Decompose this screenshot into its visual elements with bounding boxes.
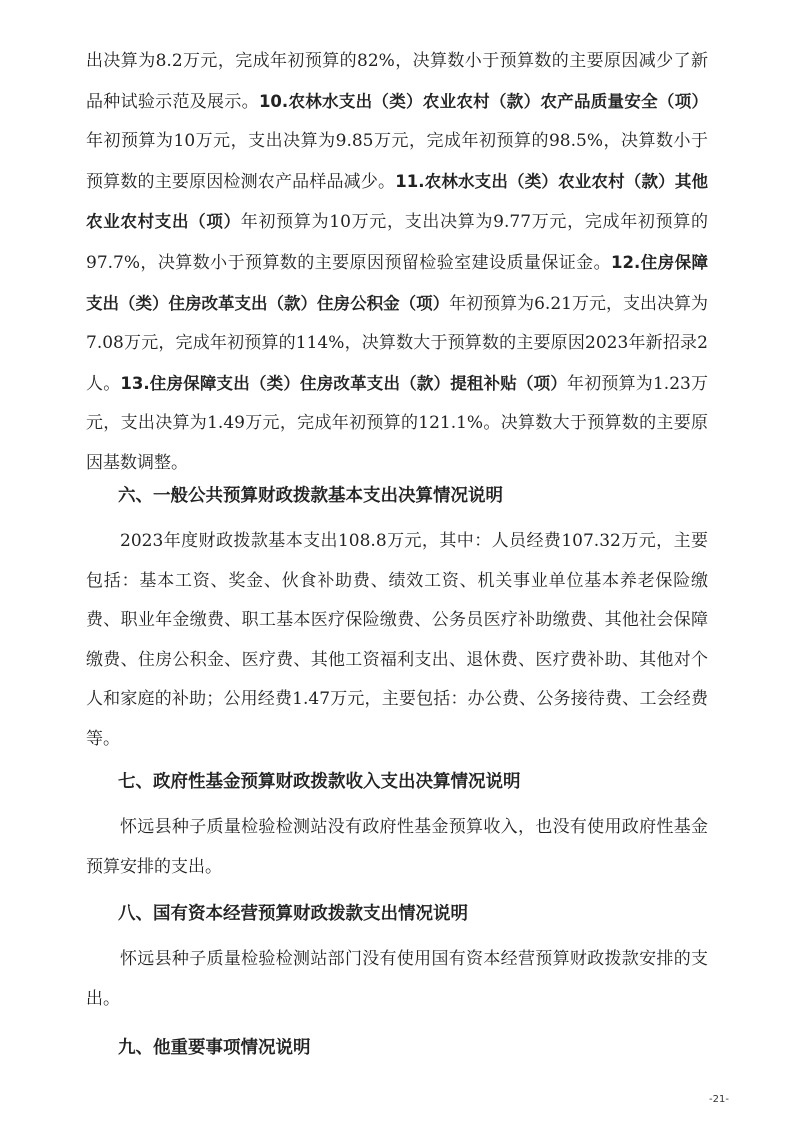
continuation-paragraph xyxy=(86,42,708,484)
continuation-text-5: 年初预算为10万元，支出决算为9.77万元，完成年初预算的97.7%，决算数小于预算数的主要原因预留检验室建设质量保证金。 xyxy=(86,212,709,273)
continuation-text-7: 年初预算为6.21万元，支出决算为7.08万元，完成年初预算的114%，决算数大于预算数的主要原因2023年新招录2人。 xyxy=(86,293,708,394)
item-12-heading: 12.住房保障支出（类）住房改革支出（款）住房公积金（项） xyxy=(86,252,708,313)
page-number: -21- xyxy=(709,1094,729,1105)
continuation-text-9: 年初预算为1.23万元，支出决算为1.49万元，完成年初预算的121.1%。决算数大于预算数的主要原因基数调整。 xyxy=(86,373,709,473)
continuation-text-3: 年初预算为10万元，支出决算为9.85万元，完成年初预算的98.5%，决算数小于预算数的主要原因检测农产品样品减少。 xyxy=(86,131,708,192)
section-8-body: 怀远县种子质量检验检测站部门没有使用国有资本经营预算财政拨款安排的支出。 xyxy=(86,949,708,1009)
section-9-heading: 九、他重要事项情况说明 xyxy=(118,1038,311,1058)
section-8-heading: 八、国有资本经营预算财政拨款支出情况说明 xyxy=(118,904,468,924)
item-11-heading: 11.农林水支出（类）农业农村（款）其他农业农村支出（项） xyxy=(86,171,709,232)
item-13-heading: 13.住房保障支出（类）住房改革支出（款）提租补贴（项） xyxy=(120,373,568,393)
section-6-heading: 六、一般公共预算财政拨款基本支出决算情况说明 xyxy=(118,486,503,506)
continuation-text-1: 出决算为8.2万元，完成年初预算的82%，决算数小于预算数的主要原因减少了新品种试验示范及展示。 xyxy=(86,51,708,112)
item-10-heading: 10.农林水支出（类）农业农村（款）农产品质量安全（项） xyxy=(258,91,708,111)
section-7-heading: 七、政府性基金预算财政拨款收入支出决算情况说明 xyxy=(118,772,521,792)
section-6-body: 2023年度财政拨款基本支出108.8万元，其中：人员经费107.32万元，主要包括：基本工资、奖金、伙食补助费、绩效工资、机关事业单位基本养老保险缴费、职业年金缴费、职工基本医疗保险缴费、公务员医疗补助缴费、其他社会保障缴费、住房公积金、医疗费、其他工资福利支出、退休费、医疗费补助、其他对个人和家庭的补助；公用经费1.47万元，主要包括：办公费、公务接待费、工会经费等。 xyxy=(86,531,708,749)
section-7-body: 怀远县种子质量检验检测站没有政府性基金预算收入，也没有使用政府性基金预算安排的支出。 xyxy=(86,817,708,877)
